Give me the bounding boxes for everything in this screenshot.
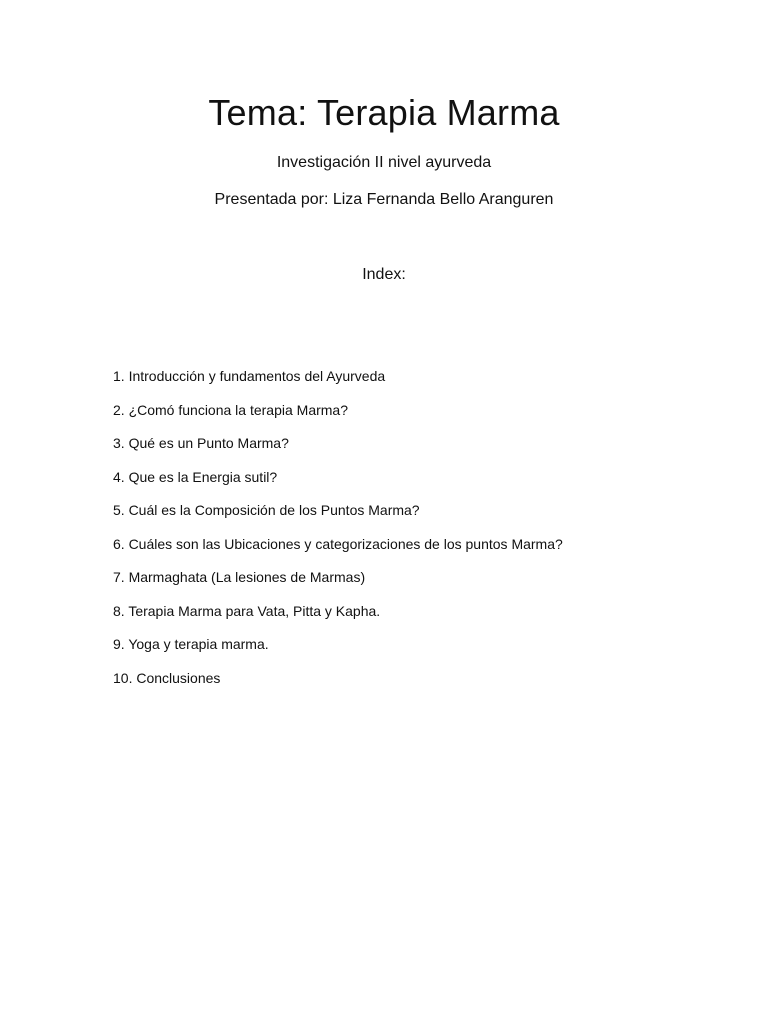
- toc-item: 5. Cuál es la Composición de los Puntos Marma?: [113, 502, 420, 518]
- table-of-contents: [113, 368, 563, 703]
- toc-item: 9. Yoga y terapia marma.: [113, 636, 269, 652]
- document-title: Tema: Terapia Marma: [208, 92, 560, 133]
- toc-item: 3. Qué es un Punto Marma?: [113, 435, 289, 451]
- toc-item: 2. ¿Comó funciona la terapia Marma?: [113, 401, 348, 418]
- toc-item: 10. Conclusiones: [113, 669, 221, 686]
- document-subtitle: Investigación II nivel ayurveda: [276, 154, 492, 171]
- index-heading: Index:: [362, 266, 406, 283]
- toc-item: 6. Cuáles son las Ubicaciones y categorizaciones de los puntos Marma?: [113, 535, 563, 552]
- toc-item: 4. Que es la Energia sutil?: [113, 468, 278, 485]
- toc-item: 7. Marmaghata (La lesiones de Marmas): [113, 569, 366, 585]
- toc-item: 1. Introducción y fundamentos del Ayurveda: [113, 368, 386, 384]
- presenter-line: Presentada por: Liza Fernanda Bello Aranguren: [214, 191, 554, 208]
- toc-item: 8. Terapia Marma para Vata, Pitta y Kapha.: [113, 602, 381, 619]
